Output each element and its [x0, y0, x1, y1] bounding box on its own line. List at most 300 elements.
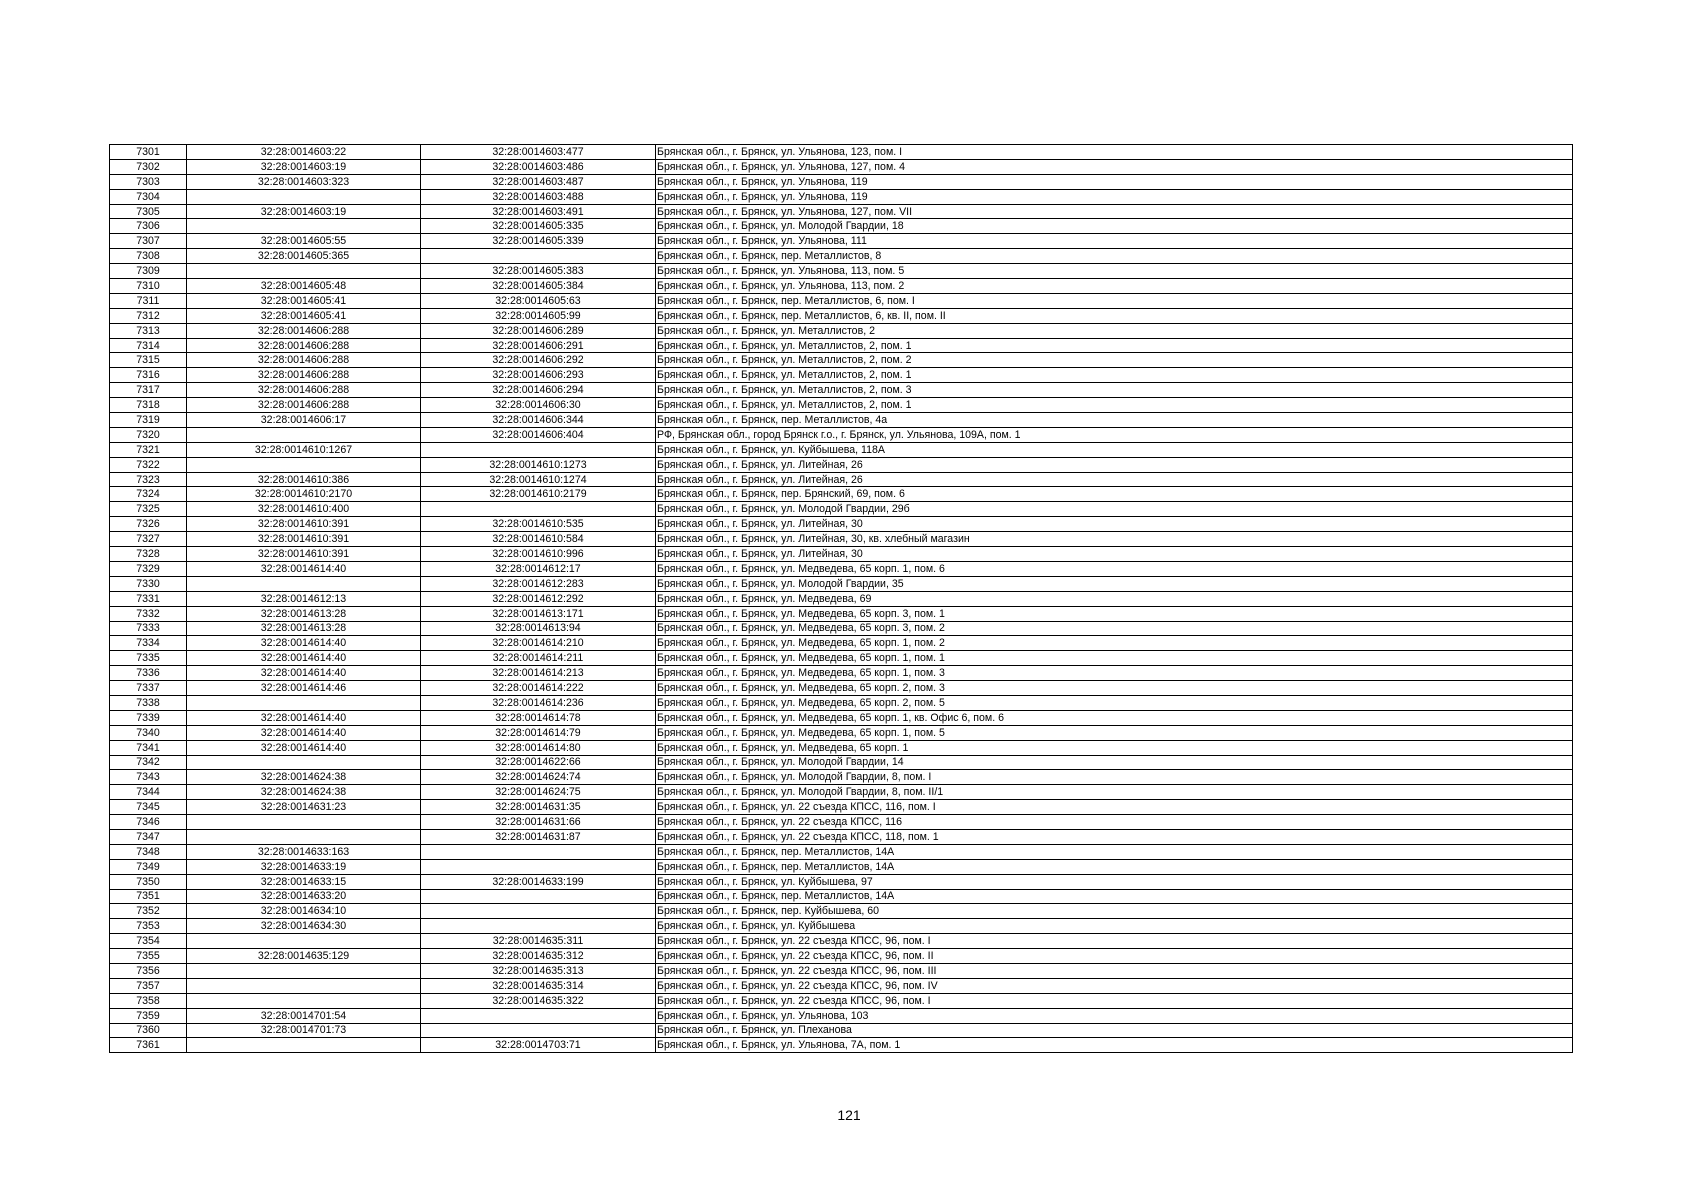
table-row	[110, 1008, 1573, 1023]
land-cadastral-number-cell: 32:28:0014701:54	[187, 1008, 421, 1023]
row-number-cell: 7306	[110, 219, 187, 234]
address-cell: Брянская обл., г. Брянск, ул. Ульянова, 119	[656, 189, 1573, 204]
row-number-cell: 7331	[110, 591, 187, 606]
table-row	[110, 859, 1573, 874]
land-cadastral-number-cell: 32:28:0014603:323	[187, 174, 421, 189]
object-cadastral-number-cell: 32:28:0014633:199	[421, 874, 656, 889]
table-row	[110, 353, 1573, 368]
land-cadastral-number-cell: 32:28:0014614:40	[187, 636, 421, 651]
table-row	[110, 502, 1573, 517]
object-cadastral-number-cell: 32:28:0014635:312	[421, 949, 656, 964]
address-cell: Брянская обл., г. Брянск, пер. Брянский, 69, пом. 6	[656, 487, 1573, 502]
address-cell: Брянская обл., г. Брянск, ул. 22 съезда КПСС, 96, пом. I	[656, 993, 1573, 1008]
land-cadastral-number-cell: 32:28:0014605:41	[187, 293, 421, 308]
row-number-cell: 7333	[110, 621, 187, 636]
row-number-cell: 7301	[110, 145, 187, 160]
registry-table-body	[110, 145, 1573, 1053]
object-cadastral-number-cell: 32:28:0014614:78	[421, 710, 656, 725]
land-cadastral-number-cell	[187, 755, 421, 770]
row-number-cell: 7322	[110, 457, 187, 472]
address-cell: Брянская обл., г. Брянск, ул. Ульянова, 127, пом. VII	[656, 204, 1573, 219]
table-row	[110, 219, 1573, 234]
land-cadastral-number-cell: 32:28:0014614:40	[187, 666, 421, 681]
row-number-cell: 7341	[110, 740, 187, 755]
row-number-cell: 7350	[110, 874, 187, 889]
row-number-cell: 7361	[110, 1038, 187, 1053]
object-cadastral-number-cell: 32:28:0014612:17	[421, 561, 656, 576]
object-cadastral-number-cell: 32:28:0014610:996	[421, 547, 656, 562]
row-number-cell: 7335	[110, 651, 187, 666]
address-cell: Брянская обл., г. Брянск, ул. Металлистов, 2	[656, 323, 1573, 338]
object-cadastral-number-cell	[421, 904, 656, 919]
land-cadastral-number-cell	[187, 934, 421, 949]
land-cadastral-number-cell: 32:28:0014603:19	[187, 159, 421, 174]
table-row	[110, 740, 1573, 755]
address-cell: Брянская обл., г. Брянск, ул. Куйбышева, 118А	[656, 442, 1573, 457]
address-cell: Брянская обл., г. Брянск, ул. Медведева, 65 корп. 1, пом. 3	[656, 666, 1573, 681]
land-cadastral-number-cell: 32:28:0014634:10	[187, 904, 421, 919]
address-cell: Брянская обл., г. Брянск, ул. 22 съезда КПСС, 96, пом. IV	[656, 978, 1573, 993]
object-cadastral-number-cell: 32:28:0014614:236	[421, 695, 656, 710]
table-row	[110, 279, 1573, 294]
table-row	[110, 770, 1573, 785]
row-number-cell: 7318	[110, 398, 187, 413]
table-row	[110, 145, 1573, 160]
land-cadastral-number-cell: 32:28:0014624:38	[187, 770, 421, 785]
registry-table	[109, 144, 1573, 1053]
table-row	[110, 249, 1573, 264]
object-cadastral-number-cell: 32:28:0014603:477	[421, 145, 656, 160]
row-number-cell: 7320	[110, 427, 187, 442]
address-cell: Брянская обл., г. Брянск, ул. Куйбышева	[656, 919, 1573, 934]
land-cadastral-number-cell: 32:28:0014613:28	[187, 606, 421, 621]
table-row	[110, 427, 1573, 442]
object-cadastral-number-cell	[421, 502, 656, 517]
row-number-cell: 7327	[110, 532, 187, 547]
row-number-cell: 7319	[110, 413, 187, 428]
land-cadastral-number-cell	[187, 963, 421, 978]
address-cell: Брянская обл., г. Брянск, ул. Куйбышева, 97	[656, 874, 1573, 889]
row-number-cell: 7338	[110, 695, 187, 710]
table-row	[110, 829, 1573, 844]
address-cell: Брянская обл., г. Брянск, ул. Литейная, 26	[656, 472, 1573, 487]
row-number-cell: 7308	[110, 249, 187, 264]
object-cadastral-number-cell: 32:28:0014610:584	[421, 532, 656, 547]
address-cell: Брянская обл., г. Брянск, ул. Металлистов, 2, пом. 2	[656, 353, 1573, 368]
address-cell: Брянская обл., г. Брянск, пер. Куйбышева, 60	[656, 904, 1573, 919]
land-cadastral-number-cell: 32:28:0014633:15	[187, 874, 421, 889]
table-row	[110, 963, 1573, 978]
land-cadastral-number-cell	[187, 815, 421, 830]
object-cadastral-number-cell: 32:28:0014703:71	[421, 1038, 656, 1053]
object-cadastral-number-cell: 32:28:0014606:289	[421, 323, 656, 338]
land-cadastral-number-cell: 32:28:0014701:73	[187, 1023, 421, 1038]
address-cell: Брянская обл., г. Брянск, ул. Медведева, 65 корп. 1, пом. 1	[656, 651, 1573, 666]
address-cell: Брянская обл., г. Брянск, пер. Металлистов, 14А	[656, 889, 1573, 904]
object-cadastral-number-cell: 32:28:0014603:486	[421, 159, 656, 174]
table-row	[110, 591, 1573, 606]
table-row	[110, 308, 1573, 323]
land-cadastral-number-cell	[187, 993, 421, 1008]
table-row	[110, 993, 1573, 1008]
land-cadastral-number-cell: 32:28:0014633:20	[187, 889, 421, 904]
land-cadastral-number-cell	[187, 695, 421, 710]
row-number-cell: 7313	[110, 323, 187, 338]
object-cadastral-number-cell	[421, 249, 656, 264]
row-number-cell: 7315	[110, 353, 187, 368]
object-cadastral-number-cell: 32:28:0014635:314	[421, 978, 656, 993]
address-cell: Брянская обл., г. Брянск, ул. Ульянова, 111	[656, 234, 1573, 249]
object-cadastral-number-cell: 32:28:0014613:171	[421, 606, 656, 621]
object-cadastral-number-cell: 32:28:0014635:313	[421, 963, 656, 978]
row-number-cell: 7334	[110, 636, 187, 651]
land-cadastral-number-cell: 32:28:0014605:55	[187, 234, 421, 249]
table-row	[110, 561, 1573, 576]
table-row	[110, 934, 1573, 949]
row-number-cell: 7355	[110, 949, 187, 964]
address-cell: Брянская обл., г. Брянск, ул. Металлистов, 2, пом. 1	[656, 338, 1573, 353]
table-row	[110, 264, 1573, 279]
object-cadastral-number-cell: 32:28:0014614:211	[421, 651, 656, 666]
row-number-cell: 7336	[110, 666, 187, 681]
land-cadastral-number-cell: 32:28:0014612:13	[187, 591, 421, 606]
row-number-cell: 7348	[110, 844, 187, 859]
object-cadastral-number-cell: 32:28:0014631:87	[421, 829, 656, 844]
table-row	[110, 695, 1573, 710]
object-cadastral-number-cell: 32:28:0014606:291	[421, 338, 656, 353]
row-number-cell: 7309	[110, 264, 187, 279]
object-cadastral-number-cell	[421, 859, 656, 874]
address-cell: Брянская обл., г. Брянск, ул. Ульянова, 103	[656, 1008, 1573, 1023]
land-cadastral-number-cell	[187, 1038, 421, 1053]
row-number-cell: 7329	[110, 561, 187, 576]
address-cell: Брянская обл., г. Брянск, ул. Медведева, 69	[656, 591, 1573, 606]
land-cadastral-number-cell	[187, 829, 421, 844]
table-row	[110, 919, 1573, 934]
land-cadastral-number-cell: 32:28:0014606:288	[187, 338, 421, 353]
address-cell: Брянская обл., г. Брянск, ул. Литейная, 30	[656, 547, 1573, 562]
row-number-cell: 7307	[110, 234, 187, 249]
object-cadastral-number-cell: 32:28:0014612:283	[421, 576, 656, 591]
table-row	[110, 383, 1573, 398]
row-number-cell: 7358	[110, 993, 187, 1008]
object-cadastral-number-cell: 32:28:0014605:384	[421, 279, 656, 294]
address-cell: Брянская обл., г. Брянск, пер. Металлистов, 4а	[656, 413, 1573, 428]
row-number-cell: 7345	[110, 800, 187, 815]
object-cadastral-number-cell: 32:28:0014614:213	[421, 666, 656, 681]
table-row	[110, 844, 1573, 859]
land-cadastral-number-cell: 32:28:0014603:22	[187, 145, 421, 160]
object-cadastral-number-cell	[421, 442, 656, 457]
land-cadastral-number-cell: 32:28:0014606:288	[187, 368, 421, 383]
object-cadastral-number-cell: 32:28:0014612:292	[421, 591, 656, 606]
table-row	[110, 204, 1573, 219]
land-cadastral-number-cell: 32:28:0014605:365	[187, 249, 421, 264]
object-cadastral-number-cell: 32:28:0014614:210	[421, 636, 656, 651]
row-number-cell: 7316	[110, 368, 187, 383]
address-cell: Брянская обл., г. Брянск, ул. Литейная, 26	[656, 457, 1573, 472]
object-cadastral-number-cell: 32:28:0014610:535	[421, 517, 656, 532]
land-cadastral-number-cell: 32:28:0014631:23	[187, 800, 421, 815]
land-cadastral-number-cell: 32:28:0014606:288	[187, 398, 421, 413]
address-cell: Брянская обл., г. Брянск, ул. Медведева, 65 корп. 3, пом. 1	[656, 606, 1573, 621]
address-cell: Брянская обл., г. Брянск, ул. Молодой Гвардии, 14	[656, 755, 1573, 770]
land-cadastral-number-cell	[187, 457, 421, 472]
address-cell: Брянская обл., г. Брянск, ул. Медведева, 65 корп. 2, пом. 5	[656, 695, 1573, 710]
land-cadastral-number-cell: 32:28:0014610:391	[187, 547, 421, 562]
address-cell: Брянская обл., г. Брянск, ул. Молодой Гвардии, 35	[656, 576, 1573, 591]
object-cadastral-number-cell: 32:28:0014606:292	[421, 353, 656, 368]
address-cell: Брянская обл., г. Брянск, ул. Медведева, 65 корп. 2, пом. 3	[656, 681, 1573, 696]
table-row	[110, 710, 1573, 725]
address-cell: Брянская обл., г. Брянск, пер. Металлистов, 6, кв. II, пом. II	[656, 308, 1573, 323]
address-cell: Брянская обл., г. Брянск, ул. Литейная, 30	[656, 517, 1573, 532]
address-cell: Брянская обл., г. Брянск, ул. Медведева, 65 корп. 3, пом. 2	[656, 621, 1573, 636]
row-number-cell: 7326	[110, 517, 187, 532]
address-cell: РФ, Брянская обл., город Брянск г.о., г. Брянск, ул. Ульянова, 109А, пом. 1	[656, 427, 1573, 442]
row-number-cell: 7347	[110, 829, 187, 844]
table-row	[110, 889, 1573, 904]
object-cadastral-number-cell	[421, 919, 656, 934]
object-cadastral-number-cell: 32:28:0014631:66	[421, 815, 656, 830]
row-number-cell: 7305	[110, 204, 187, 219]
land-cadastral-number-cell: 32:28:0014633:163	[187, 844, 421, 859]
row-number-cell: 7321	[110, 442, 187, 457]
address-cell: Брянская обл., г. Брянск, ул. Литейная, 30, кв. хлебный магазин	[656, 532, 1573, 547]
object-cadastral-number-cell: 32:28:0014603:491	[421, 204, 656, 219]
address-cell: Брянская обл., г. Брянск, ул. 22 съезда КПСС, 118, пом. 1	[656, 829, 1573, 844]
address-cell: Брянская обл., г. Брянск, пер. Металлистов, 14А	[656, 859, 1573, 874]
table-row	[110, 368, 1573, 383]
row-number-cell: 7342	[110, 755, 187, 770]
address-cell: Брянская обл., г. Брянск, пер. Металлистов, 6, пом. I	[656, 293, 1573, 308]
object-cadastral-number-cell: 32:28:0014624:74	[421, 770, 656, 785]
object-cadastral-number-cell: 32:28:0014603:488	[421, 189, 656, 204]
table-row	[110, 666, 1573, 681]
table-row	[110, 874, 1573, 889]
land-cadastral-number-cell: 32:28:0014610:2170	[187, 487, 421, 502]
table-row	[110, 1023, 1573, 1038]
object-cadastral-number-cell: 32:28:0014605:335	[421, 219, 656, 234]
object-cadastral-number-cell: 32:28:0014635:311	[421, 934, 656, 949]
address-cell: Брянская обл., г. Брянск, ул. Металлистов, 2, пом. 1	[656, 398, 1573, 413]
land-cadastral-number-cell: 32:28:0014614:46	[187, 681, 421, 696]
land-cadastral-number-cell: 32:28:0014605:48	[187, 279, 421, 294]
address-cell: Брянская обл., г. Брянск, ул. Медведева, 65 корп. 1	[656, 740, 1573, 755]
address-cell: Брянская обл., г. Брянск, ул. 22 съезда КПСС, 116	[656, 815, 1573, 830]
row-number-cell: 7356	[110, 963, 187, 978]
row-number-cell: 7352	[110, 904, 187, 919]
land-cadastral-number-cell: 32:28:0014610:400	[187, 502, 421, 517]
land-cadastral-number-cell: 32:28:0014633:19	[187, 859, 421, 874]
table-row	[110, 815, 1573, 830]
row-number-cell: 7314	[110, 338, 187, 353]
table-row	[110, 487, 1573, 502]
object-cadastral-number-cell: 32:28:0014614:222	[421, 681, 656, 696]
address-cell: Брянская обл., г. Брянск, ул. Медведева, 65 корп. 1, пом. 2	[656, 636, 1573, 651]
land-cadastral-number-cell: 32:28:0014635:129	[187, 949, 421, 964]
address-cell: Брянская обл., г. Брянск, ул. 22 съезда КПСС, 116, пом. I	[656, 800, 1573, 815]
address-cell: Брянская обл., г. Брянск, ул. Медведева, 65 корп. 1, пом. 6	[656, 561, 1573, 576]
row-number-cell: 7357	[110, 978, 187, 993]
address-cell: Брянская обл., г. Брянск, ул. Медведева, 65 корп. 1, пом. 5	[656, 725, 1573, 740]
address-cell: Брянская обл., г. Брянск, ул. Молодой Гвардии, 8, пом. I	[656, 770, 1573, 785]
object-cadastral-number-cell	[421, 844, 656, 859]
row-number-cell: 7359	[110, 1008, 187, 1023]
land-cadastral-number-cell	[187, 427, 421, 442]
table-row	[110, 651, 1573, 666]
table-row	[110, 904, 1573, 919]
row-number-cell: 7349	[110, 859, 187, 874]
object-cadastral-number-cell: 32:28:0014610:2179	[421, 487, 656, 502]
object-cadastral-number-cell	[421, 1023, 656, 1038]
table-row	[110, 755, 1573, 770]
table-row	[110, 234, 1573, 249]
table-row	[110, 785, 1573, 800]
object-cadastral-number-cell: 32:28:0014603:487	[421, 174, 656, 189]
land-cadastral-number-cell: 32:28:0014614:40	[187, 740, 421, 755]
table-row	[110, 532, 1573, 547]
land-cadastral-number-cell: 32:28:0014606:288	[187, 353, 421, 368]
row-number-cell: 7302	[110, 159, 187, 174]
table-row	[110, 442, 1573, 457]
table-row	[110, 978, 1573, 993]
row-number-cell: 7344	[110, 785, 187, 800]
row-number-cell: 7303	[110, 174, 187, 189]
land-cadastral-number-cell: 32:28:0014605:41	[187, 308, 421, 323]
row-number-cell: 7304	[110, 189, 187, 204]
table-row	[110, 576, 1573, 591]
row-number-cell: 7317	[110, 383, 187, 398]
object-cadastral-number-cell: 32:28:0014605:383	[421, 264, 656, 279]
table-row	[110, 457, 1573, 472]
row-number-cell: 7360	[110, 1023, 187, 1038]
land-cadastral-number-cell: 32:28:0014606:17	[187, 413, 421, 428]
address-cell: Брянская обл., г. Брянск, ул. Молодой Гвардии, 18	[656, 219, 1573, 234]
land-cadastral-number-cell: 32:28:0014606:288	[187, 323, 421, 338]
table-row	[110, 636, 1573, 651]
object-cadastral-number-cell: 32:28:0014606:293	[421, 368, 656, 383]
table-row	[110, 472, 1573, 487]
address-cell: Брянская обл., г. Брянск, ул. 22 съезда КПСС, 96, пом. II	[656, 949, 1573, 964]
address-cell: Брянская обл., г. Брянск, ул. 22 съезда КПСС, 96, пом. I	[656, 934, 1573, 949]
object-cadastral-number-cell: 32:28:0014606:344	[421, 413, 656, 428]
object-cadastral-number-cell	[421, 889, 656, 904]
table-row	[110, 189, 1573, 204]
row-number-cell: 7337	[110, 681, 187, 696]
row-number-cell: 7351	[110, 889, 187, 904]
land-cadastral-number-cell: 32:28:0014610:386	[187, 472, 421, 487]
row-number-cell: 7332	[110, 606, 187, 621]
object-cadastral-number-cell: 32:28:0014610:1274	[421, 472, 656, 487]
table-row	[110, 338, 1573, 353]
row-number-cell: 7330	[110, 576, 187, 591]
address-cell: Брянская обл., г. Брянск, ул. 22 съезда КПСС, 96, пом. III	[656, 963, 1573, 978]
land-cadastral-number-cell: 32:28:0014610:391	[187, 517, 421, 532]
row-number-cell: 7339	[110, 710, 187, 725]
land-cadastral-number-cell: 32:28:0014614:40	[187, 710, 421, 725]
object-cadastral-number-cell: 32:28:0014606:404	[421, 427, 656, 442]
land-cadastral-number-cell: 32:28:0014606:288	[187, 383, 421, 398]
row-number-cell: 7325	[110, 502, 187, 517]
object-cadastral-number-cell: 32:28:0014606:30	[421, 398, 656, 413]
address-cell: Брянская обл., г. Брянск, ул. Ульянова, 113, пом. 5	[656, 264, 1573, 279]
row-number-cell: 7346	[110, 815, 187, 830]
row-number-cell: 7323	[110, 472, 187, 487]
row-number-cell: 7353	[110, 919, 187, 934]
address-cell: Брянская обл., г. Брянск, ул. Ульянова, 127, пом. 4	[656, 159, 1573, 174]
row-number-cell: 7328	[110, 547, 187, 562]
row-number-cell: 7324	[110, 487, 187, 502]
address-cell: Брянская обл., г. Брянск, ул. Ульянова, 113, пом. 2	[656, 279, 1573, 294]
land-cadastral-number-cell	[187, 189, 421, 204]
address-cell: Брянская обл., г. Брянск, ул. Плеханова	[656, 1023, 1573, 1038]
table-row	[110, 681, 1573, 696]
table-row	[110, 725, 1573, 740]
address-cell: Брянская обл., г. Брянск, ул. Молодой Гвардии, 8, пом. II/1	[656, 785, 1573, 800]
address-cell: Брянская обл., г. Брянск, ул. Ульянова, 119	[656, 174, 1573, 189]
address-cell: Брянская обл., г. Брянск, ул. Ульянова, 7А, пом. 1	[656, 1038, 1573, 1053]
address-cell: Брянская обл., г. Брянск, ул. Металлистов, 2, пом. 1	[656, 368, 1573, 383]
object-cadastral-number-cell: 32:28:0014631:35	[421, 800, 656, 815]
land-cadastral-number-cell: 32:28:0014624:38	[187, 785, 421, 800]
row-number-cell: 7340	[110, 725, 187, 740]
land-cadastral-number-cell	[187, 219, 421, 234]
object-cadastral-number-cell: 32:28:0014605:99	[421, 308, 656, 323]
object-cadastral-number-cell: 32:28:0014605:63	[421, 293, 656, 308]
land-cadastral-number-cell: 32:28:0014603:19	[187, 204, 421, 219]
table-row	[110, 398, 1573, 413]
row-number-cell: 7354	[110, 934, 187, 949]
table-row	[110, 174, 1573, 189]
table-row	[110, 621, 1573, 636]
land-cadastral-number-cell: 32:28:0014614:40	[187, 651, 421, 666]
table-row	[110, 323, 1573, 338]
address-cell: Брянская обл., г. Брянск, пер. Металлистов, 14А	[656, 844, 1573, 859]
address-cell: Брянская обл., г. Брянск, ул. Медведева, 65 корп. 1, кв. Офис 6, пом. 6	[656, 710, 1573, 725]
land-cadastral-number-cell: 32:28:0014634:30	[187, 919, 421, 934]
table-row	[110, 800, 1573, 815]
table-row	[110, 293, 1573, 308]
land-cadastral-number-cell	[187, 978, 421, 993]
table-row	[110, 547, 1573, 562]
object-cadastral-number-cell	[421, 1008, 656, 1023]
object-cadastral-number-cell: 32:28:0014635:322	[421, 993, 656, 1008]
address-cell: Брянская обл., г. Брянск, ул. Металлистов, 2, пом. 3	[656, 383, 1573, 398]
row-number-cell: 7311	[110, 293, 187, 308]
table-row	[110, 606, 1573, 621]
land-cadastral-number-cell	[187, 576, 421, 591]
object-cadastral-number-cell: 32:28:0014622:66	[421, 755, 656, 770]
object-cadastral-number-cell: 32:28:0014613:94	[421, 621, 656, 636]
row-number-cell: 7310	[110, 279, 187, 294]
object-cadastral-number-cell: 32:28:0014610:1273	[421, 457, 656, 472]
table-row	[110, 413, 1573, 428]
land-cadastral-number-cell: 32:28:0014614:40	[187, 561, 421, 576]
table-row	[110, 517, 1573, 532]
row-number-cell: 7343	[110, 770, 187, 785]
land-cadastral-number-cell	[187, 264, 421, 279]
object-cadastral-number-cell: 32:28:0014606:294	[421, 383, 656, 398]
address-cell: Брянская обл., г. Брянск, пер. Металлистов, 8	[656, 249, 1573, 264]
land-cadastral-number-cell: 32:28:0014614:40	[187, 725, 421, 740]
address-cell: Брянская обл., г. Брянск, ул. Молодой Гвардии, 29б	[656, 502, 1573, 517]
object-cadastral-number-cell: 32:28:0014624:75	[421, 785, 656, 800]
row-number-cell: 7312	[110, 308, 187, 323]
table-row	[110, 1038, 1573, 1053]
page-number: 121	[837, 1107, 861, 1123]
object-cadastral-number-cell: 32:28:0014605:339	[421, 234, 656, 249]
